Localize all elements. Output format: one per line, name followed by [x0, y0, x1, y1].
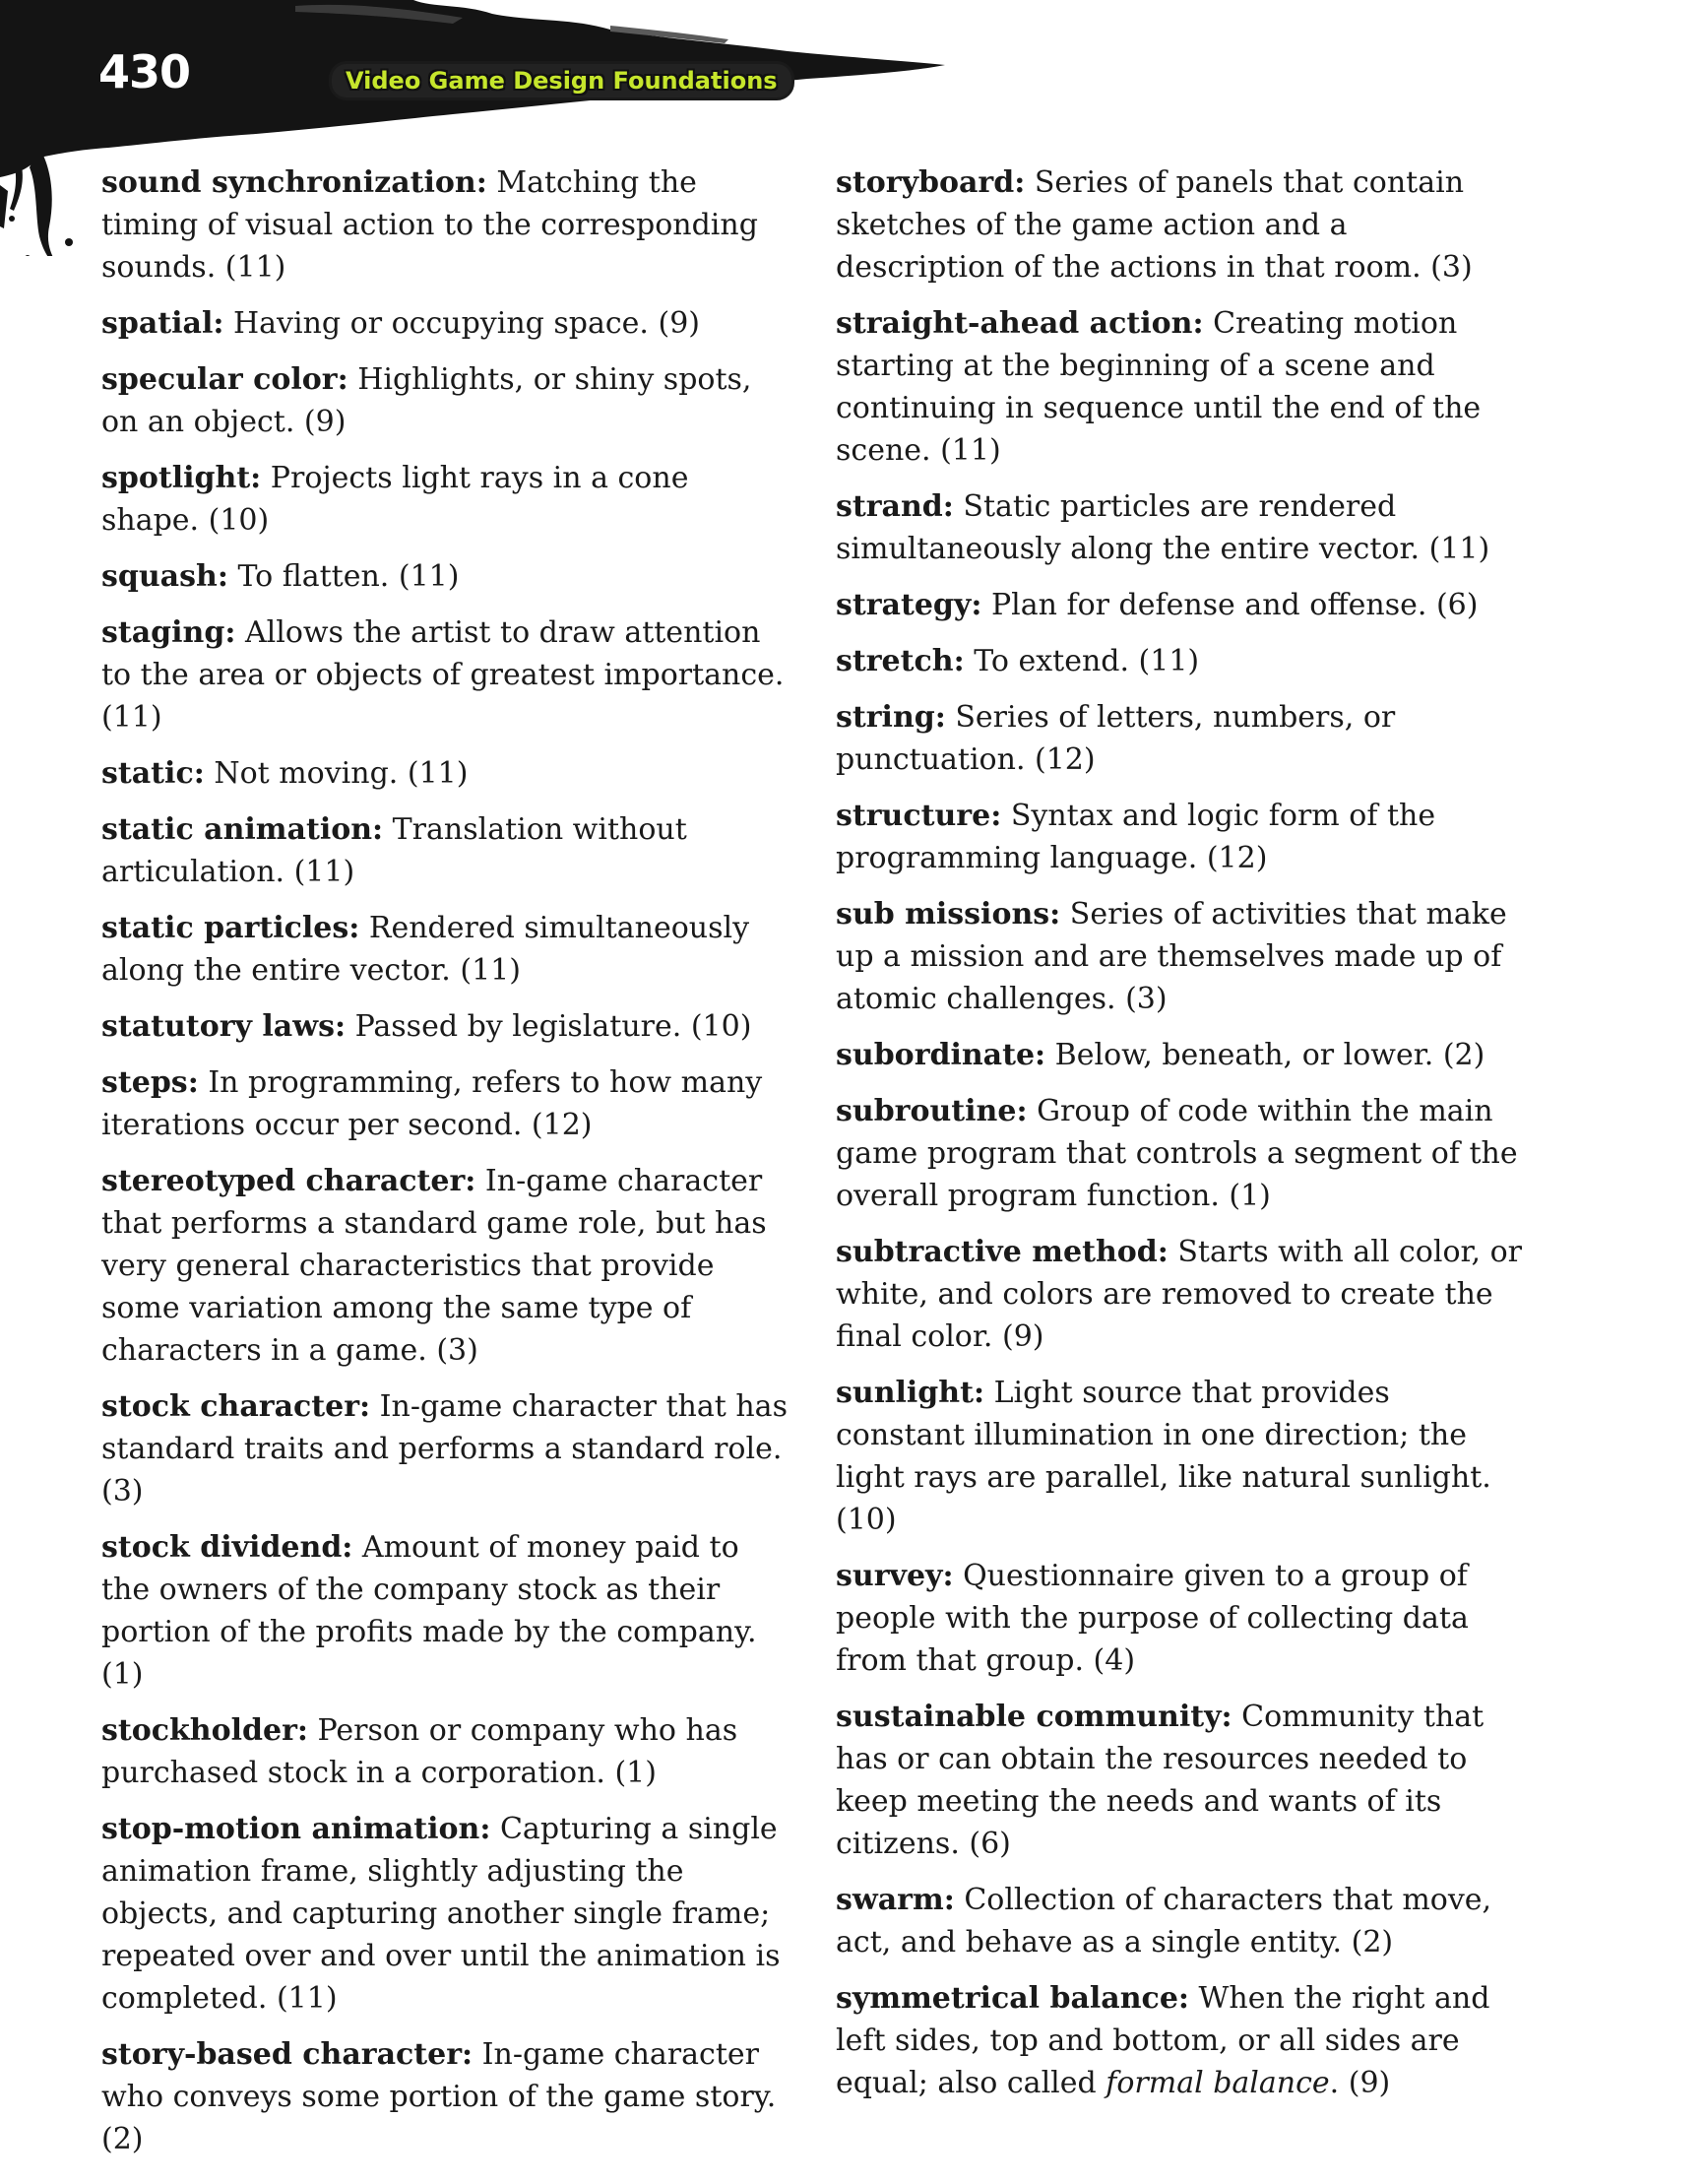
glossary-definition: Series of activities that make up a mission and are themselves made up of atomic challenges. (3) — [836, 897, 1507, 1016]
glossary-definition: Projects light rays in a cone shape. (10) — [101, 461, 689, 538]
glossary-term: specular color: — [101, 362, 348, 397]
glossary-term: stockholder: — [101, 1713, 308, 1748]
glossary-entry — [836, 1231, 1525, 1358]
glossary-entry — [836, 1696, 1525, 1865]
glossary-definition: Questionnaire given to a group of people with the purpose of collecting data from that group. (4) — [836, 1559, 1469, 1678]
glossary-definition: Not moving. (11) — [204, 756, 469, 791]
glossary-term: straight-ahead action: — [836, 306, 1204, 341]
glossary-column-left — [101, 161, 790, 2174]
glossary-definition: When the right and left sides, top and bottom, or all sides are equal; also called — [836, 1981, 1490, 2100]
glossary-term: stretch: — [836, 644, 965, 678]
glossary-term: spatial: — [101, 306, 224, 341]
glossary-entry — [836, 1034, 1525, 1076]
glossary-definition: Below, beneath, or lower. (2) — [1045, 1038, 1485, 1072]
glossary-term: staging: — [101, 615, 236, 650]
glossary-entry — [101, 1061, 790, 1146]
glossary-definition-italic: formal balance — [1106, 2066, 1330, 2100]
glossary-entry — [101, 555, 790, 598]
glossary-entry — [101, 1160, 790, 1372]
glossary-term: static: — [101, 756, 205, 791]
glossary-definition: Community that has or can obtain the resources needed to keep meeting the needs and wants of its citizens. (6) — [836, 1700, 1485, 1861]
glossary-entry — [836, 584, 1525, 626]
glossary-term: subordinate: — [836, 1038, 1046, 1072]
glossary-entry — [836, 1977, 1525, 2104]
glossary-term: stop-motion animation: — [101, 1812, 491, 1846]
glossary-entry — [101, 808, 790, 893]
glossary-term: symmetrical balance: — [836, 1981, 1189, 2016]
glossary-entry — [836, 1372, 1525, 1541]
glossary-term: strand: — [836, 489, 954, 524]
glossary-definition: Plan for defense and offense. (6) — [981, 588, 1479, 622]
glossary-term: storyboard: — [836, 165, 1026, 200]
glossary-definition: Capturing a single animation frame, slightly adjusting the objects, and capturing another single frame; repeated over and over until the animation is completed. (11) — [101, 1812, 781, 2016]
glossary-entry — [836, 161, 1525, 289]
glossary-entry — [101, 302, 790, 345]
glossary-term: static animation: — [101, 812, 384, 847]
glossary-term: strategy: — [836, 588, 982, 622]
glossary-term: sound synchronization: — [101, 165, 487, 200]
page-number: 430 — [98, 45, 191, 98]
glossary-definition: Creating motion starting at the beginning of a scene and continuing in sequence until the end of the scene. (11) — [836, 306, 1482, 468]
glossary-definition: Allows the artist to draw attention to the area or objects of greatest importance. (11) — [101, 615, 785, 735]
glossary-definition: In programming, refers to how many iterations occur per second. (12) — [101, 1065, 763, 1142]
glossary-definition: Series of panels that contain sketches of the game action and a description of the actions in that room. (3) — [836, 165, 1473, 285]
glossary-term: structure: — [836, 799, 1002, 833]
glossary-term: sunlight: — [836, 1376, 985, 1410]
glossary-definition: Syntax and logic form of the programming language. (12) — [836, 799, 1436, 875]
glossary-definition: In-game character that performs a standard game role, but has very general characteristics that provide some variation among the same type of characters in a game. (3) — [101, 1164, 767, 1368]
glossary-term: static particles: — [101, 911, 360, 945]
glossary-definition: Passed by legislature. (10) — [346, 1009, 752, 1044]
glossary-term: survey: — [836, 1559, 954, 1593]
glossary-term: sub missions: — [836, 897, 1061, 931]
glossary-definition: Starts with all color, or white, and colors are removed to create the final color. (9) — [836, 1235, 1523, 1354]
glossary-entry — [836, 893, 1525, 1020]
glossary-entry — [836, 640, 1525, 682]
glossary-term: subroutine: — [836, 1094, 1028, 1128]
glossary-entry — [836, 1879, 1525, 1963]
glossary-entry — [101, 457, 790, 542]
glossary-entry — [101, 752, 790, 795]
glossary-definition: In-game character that has standard traits and performs a standard role. (3) — [101, 1389, 788, 1509]
glossary-definition: To flatten. (11) — [227, 559, 460, 594]
glossary-definition: Rendered simultaneously along the entire vector. (11) — [101, 911, 750, 988]
glossary-definition: In-game character who conveys some portion of the game story. (2) — [101, 2037, 777, 2156]
glossary-entry — [836, 696, 1525, 781]
glossary-entry — [101, 611, 790, 739]
glossary-definition: Matching the timing of visual action to the corresponding sounds. (11) — [101, 165, 758, 285]
glossary-definition: Translation without articulation. (11) — [101, 812, 687, 889]
glossary-term: stock dividend: — [101, 1530, 353, 1565]
glossary-entry — [836, 1090, 1525, 1217]
glossary-entry — [101, 161, 790, 289]
glossary-definition: Having or occupying space. (9) — [223, 306, 700, 341]
glossary-entry — [836, 302, 1525, 472]
glossary-term: swarm: — [836, 1883, 955, 1917]
glossary-term: stock character: — [101, 1389, 371, 1424]
glossary-term: story-based character: — [101, 2037, 474, 2072]
glossary-term: subtractive method: — [836, 1235, 1169, 1269]
glossary-definition: Series of letters, numbers, or punctuation. (12) — [836, 700, 1396, 777]
glossary-entry — [836, 1555, 1525, 1682]
glossary-entry — [101, 2033, 790, 2160]
glossary-term: sustainable community: — [836, 1700, 1232, 1734]
glossary-term: spotlight: — [101, 461, 262, 495]
glossary-definition: Light source that provides constant illumination in one direction; the light rays are parallel, like natural sunlight. (10) — [836, 1376, 1491, 1537]
glossary-definition: Collection of characters that move, act, and behave as a single entity. (2) — [836, 1883, 1492, 1959]
glossary-definition: Static particles are rendered simultaneously along the entire vector. (11) — [836, 489, 1490, 566]
glossary-entry — [101, 1709, 790, 1794]
glossary-entry — [101, 358, 790, 443]
glossary-term: stereotyped character: — [101, 1164, 476, 1198]
glossary-definition: Person or company who has purchased stock in a corporation. (1) — [101, 1713, 738, 1790]
glossary-definition-tail: . (9) — [1329, 2066, 1391, 2100]
glossary-entry — [836, 485, 1525, 570]
glossary-entry — [101, 1385, 790, 1512]
book-title-badge: Video Game Design Foundations — [329, 61, 794, 100]
glossary-definition: Group of code within the main game program that controls a segment of the overall program function. (1) — [836, 1094, 1518, 1213]
glossary-entry — [836, 795, 1525, 879]
glossary-term: statutory laws: — [101, 1009, 347, 1044]
glossary-definition: Amount of money paid to the owners of the company stock as their portion of the profits made by the company. (1) — [101, 1530, 757, 1692]
glossary-term: string: — [836, 700, 946, 735]
glossary-definition: To extend. (11) — [964, 644, 1200, 678]
glossary-entry — [101, 1808, 790, 2020]
glossary-term: squash: — [101, 559, 228, 594]
glossary-term: steps: — [101, 1065, 199, 1100]
glossary-entry — [101, 907, 790, 992]
glossary-entry — [101, 1005, 790, 1048]
glossary-entry — [101, 1526, 790, 1696]
glossary-column-right — [836, 161, 1525, 2118]
glossary-definition: Highlights, or shiny spots, on an object. (9) — [101, 362, 752, 439]
